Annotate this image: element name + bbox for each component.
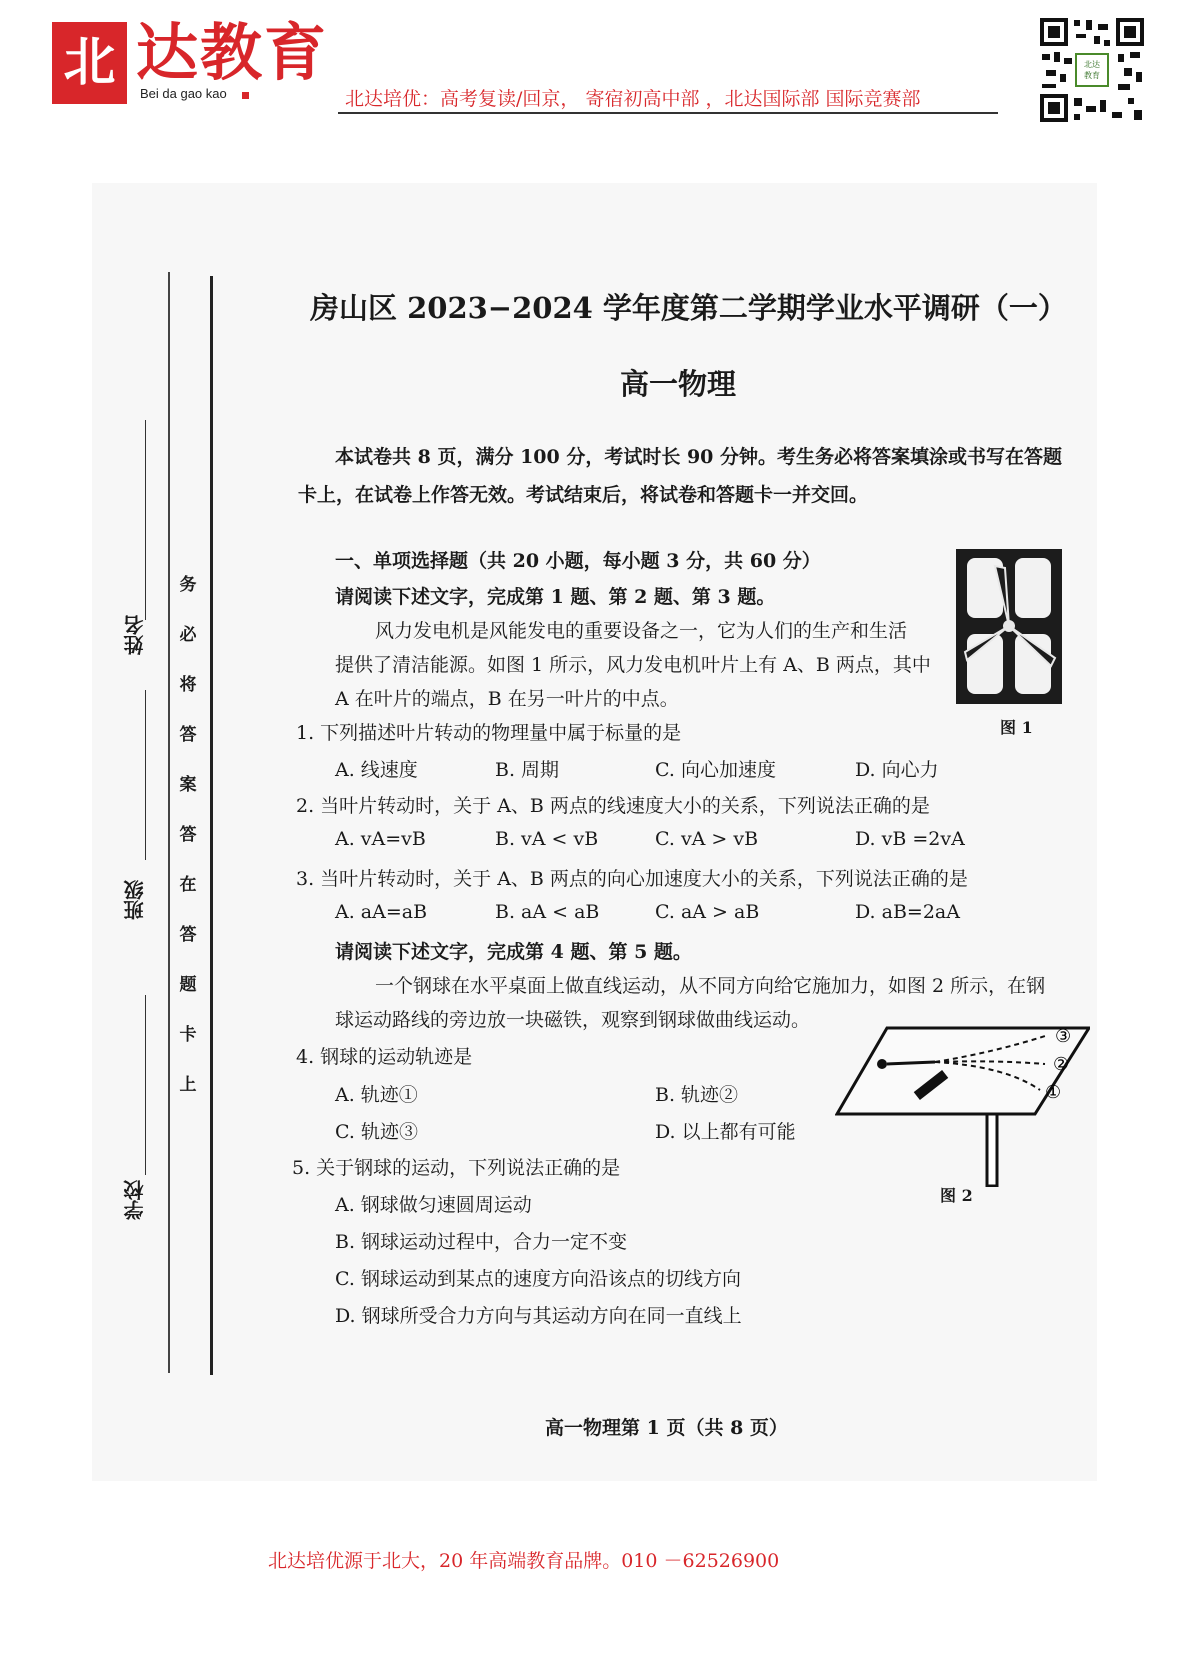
notice-char: 必 — [179, 625, 197, 645]
school-underline — [145, 995, 146, 1175]
q1-option-b: B. 周期 — [495, 759, 560, 781]
logo-mark: 北 — [52, 22, 127, 104]
school-label: 学校 — [123, 1180, 147, 1220]
notice-char: 在 — [179, 875, 197, 895]
q1-option-a: A. 线速度 — [335, 759, 418, 781]
passage-1-line: 提供了清洁能源。如图 1 所示，风力发电机叶片上有 A、B 两点，其中 — [335, 654, 931, 676]
q3-option-d: D. aB=2aA — [855, 901, 960, 923]
question-1-stem: 1. 下列描述叶片转动的物理量中属于标量的是 — [296, 722, 682, 744]
bottom-slogan: 北达培优源于北大，20 年高端教育品牌。010 －62526900 — [268, 1550, 780, 1572]
question-5-stem: 5. 关于钢球的运动，下列说法正确的是 — [292, 1157, 621, 1179]
q2-option-a: A. vA=vB — [335, 828, 426, 850]
passage-1-line: A 在叶片的端点，B 在另一叶片的中点。 — [335, 688, 679, 710]
q1-option-d: D. 向心力 — [855, 759, 939, 781]
path-3-mark: ③ — [1055, 1026, 1072, 1047]
figure-2-label: 图 2 — [940, 1186, 973, 1205]
figure-1-label: 图 1 — [1000, 718, 1033, 737]
notice-char: 务 — [179, 575, 197, 595]
question-3-stem: 3. 当叶片转动时，关于 A、B 两点的向心加速度大小的关系，下列说法正确的是 — [296, 868, 968, 890]
read-prompt-2: 请阅读下述文字，完成第 4 题、第 5 题。 — [335, 941, 692, 963]
qr-code-icon — [1038, 16, 1146, 124]
q5-option-d: D. 钢球所受合力方向与其运动方向在同一直线上 — [335, 1305, 742, 1327]
notice-char: 将 — [179, 675, 197, 695]
name-underline — [145, 420, 146, 620]
q4-option-a: A. 轨迹① — [335, 1084, 418, 1106]
read-prompt-1: 请阅读下述文字，完成第 1 题、第 2 题、第 3 题。 — [335, 586, 776, 608]
q5-option-c: C. 钢球运动到某点的速度方向沿该点的切线方向 — [335, 1268, 741, 1290]
page-footer: 高一物理第 1 页（共 8 页） — [545, 1417, 788, 1439]
notice-char: 题 — [179, 975, 197, 995]
path-2-mark: ② — [1053, 1054, 1070, 1075]
header-divider — [338, 112, 998, 114]
notice-char: 答 — [179, 925, 197, 945]
logo-dot — [242, 92, 249, 99]
section-title: 一、单项选择题（共 20 小题，每小题 3 分，共 60 分） — [335, 550, 821, 572]
q3-option-c: C. aA > aB — [655, 901, 760, 923]
exam-title: 房山区 2023−2024 学年度第二学期学业水平调研（一） — [310, 291, 1067, 325]
q2-option-c: C. vA > vB — [655, 828, 759, 850]
q1-option-c: C. 向心加速度 — [655, 759, 776, 781]
notice-char: 卡 — [179, 1025, 197, 1045]
notice-char: 答 — [179, 725, 197, 745]
question-2-stem: 2. 当叶片转动时，关于 A、B 两点的线速度大小的关系，下列说法正确的是 — [296, 795, 930, 817]
class-underline — [145, 690, 146, 860]
q5-option-b: B. 钢球运动过程中，合力一定不变 — [335, 1231, 628, 1253]
path-1-mark: ① — [1045, 1082, 1062, 1103]
q2-option-b: B. vA < vB — [495, 828, 599, 850]
instructions-line-2: 卡上，在试卷上作答无效。考试结束后，将试卷和答题卡一并交回。 — [298, 484, 869, 506]
instructions-line-1: 本试卷共 8 页，满分 100 分，考试时长 90 分钟。考生务必将答案填涂或书写在答题 — [335, 446, 1063, 468]
steel-ball-table-figure — [835, 1022, 1090, 1187]
q4-option-c: C. 轨迹③ — [335, 1121, 418, 1143]
notice-char: 答 — [179, 825, 197, 845]
class-label: 班级 — [123, 880, 147, 920]
logo-pinyin: Bei da gao kao — [140, 86, 227, 101]
exam-subject: 高一物理 — [620, 367, 737, 401]
logo-text: 达教育 — [136, 16, 329, 89]
passage-2-line: 一个钢球在水平桌面上做直线运动，从不同方向给它施加力，如图 2 所示，在钢 — [375, 975, 1046, 997]
q5-option-a: A. 钢球做匀速圆周运动 — [335, 1194, 532, 1216]
svg-text:北达: 北达 — [1084, 60, 1100, 69]
q3-option-b: B. aA < aB — [495, 901, 600, 923]
name-label: 姓名 — [123, 615, 147, 655]
q2-option-d: D. vB =2vA — [855, 828, 965, 850]
passage-1-line: 风力发电机是风能发电的重要设备之一，它为人们的生产和生活 — [375, 620, 908, 642]
passage-2-line: 球运动路线的旁边放一块磁铁，观察到钢球做曲线运动。 — [335, 1009, 811, 1031]
q4-option-d: D. 以上都有可能 — [655, 1121, 796, 1143]
header-slogan: 北达培优：高考复读/回京， 寄宿初高中部 ，北达国际部 国际竞赛部 — [345, 88, 921, 110]
q3-option-a: A. aA=aB — [335, 901, 428, 923]
q4-option-b: B. 轨迹② — [655, 1084, 739, 1106]
notice-char: 上 — [179, 1075, 197, 1095]
notice-char: 案 — [179, 775, 197, 795]
question-4-stem: 4. 钢球的运动轨迹是 — [296, 1046, 473, 1068]
binding-line-outer — [168, 272, 170, 1373]
svg-text:教育: 教育 — [1084, 71, 1100, 80]
binding-line-inner — [210, 276, 213, 1375]
wind-turbine-figure — [955, 548, 1063, 708]
